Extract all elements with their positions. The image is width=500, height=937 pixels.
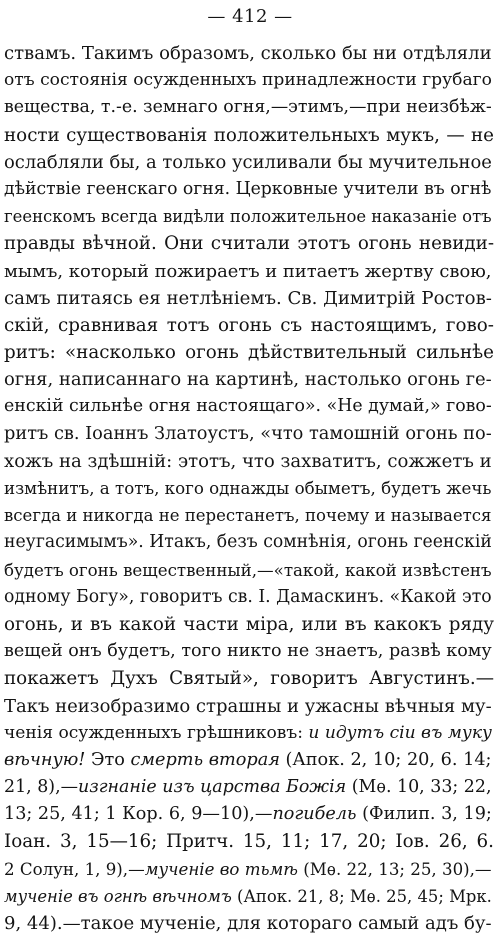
- text-segment: скій, сравнивая тотъ огонь съ настоящимъ, гово-: [4, 314, 494, 336]
- text-segment: измѣнитъ, а тотъ, кого однажды обыметъ, будетъ жечь: [4, 479, 492, 498]
- text-segment: 9, 44).—такое мученіе, для котораго самый адъ бу-: [4, 913, 492, 934]
- text-line: [4, 176, 494, 203]
- text-segment: 2 Солун, 1, 9),—: [4, 859, 145, 879]
- text-line: [4, 149, 494, 176]
- text-segment: (Мѳ. 10, 33; 22,: [346, 777, 492, 798]
- italic-text-segment: смерть вторая: [130, 749, 280, 770]
- text-line: [4, 94, 494, 121]
- text-line: [4, 910, 494, 937]
- text-line: [4, 665, 494, 692]
- body-text: [4, 40, 494, 937]
- text-line: [4, 366, 494, 393]
- text-segment: хожъ на здѣшній: этотъ, что захватитъ, сожжетъ и: [4, 450, 492, 472]
- text-line: [4, 475, 494, 502]
- page-number: — 412 —: [207, 6, 293, 27]
- text-line: [4, 693, 494, 720]
- text-segment: 21, 8),—: [4, 777, 79, 798]
- text-line: [4, 774, 494, 801]
- text-segment: одному Богу», говоритъ св. І. Дамаскинъ. «Какой это: [4, 586, 492, 607]
- italic-text-segment: вѣчную!: [4, 749, 86, 770]
- text-line: [4, 393, 494, 420]
- text-line: [4, 747, 494, 774]
- text-line: [4, 529, 494, 556]
- text-segment: ритъ св. Іоаннъ Златоустъ, «что тамошній огонь по-: [4, 423, 492, 444]
- text-line: [4, 258, 494, 285]
- text-line: [4, 203, 494, 230]
- text-segment: (Апок. 21, 8; Мѳ. 25, 45; Мрк.: [231, 886, 492, 906]
- italic-text-segment: и идутъ сіи въ муку: [308, 722, 492, 743]
- text-segment: Такъ неизобразимо страшны и ужасны вѣчныя му-: [4, 695, 492, 717]
- text-segment: огня, написаннаго на картинѣ, настолько огонь ге-: [4, 369, 492, 391]
- text-segment: ности существованія положительныхъ мукъ, — не: [4, 124, 494, 146]
- text-segment: ослабляли бы, а только усиливали бы мучительное: [4, 151, 492, 173]
- text-line: [4, 638, 494, 665]
- text-segment: ченія осужденныхъ грѣшниковъ:: [4, 722, 309, 743]
- text-segment: ритъ: «насколько огонь дѣйствительный сильнѣе: [4, 342, 494, 364]
- text-line: [4, 557, 494, 584]
- text-segment: 13; 25, 41; 1 Кор. 6, 9—10),—: [4, 804, 273, 825]
- italic-text-segment: изгнаніе изъ царства Божія: [78, 777, 347, 798]
- text-line: [4, 584, 494, 611]
- text-segment: покажетъ Духъ Святый», говоритъ Августинъ.—: [4, 668, 494, 690]
- text-line: [4, 339, 494, 366]
- text-line: [4, 421, 494, 448]
- text-segment: всегда и никогда не перестанетъ, почему и называется: [4, 506, 492, 526]
- text-segment: будетъ огонь вещественный,—«такой, какой извѣстенъ: [4, 560, 492, 580]
- text-line: [4, 801, 494, 828]
- text-segment: отъ состоянія осужденныхъ принадлежности грубаго: [4, 70, 492, 91]
- text-segment: (Мѳ. 22, 13; 25, 30),—: [297, 859, 492, 879]
- text-line: [4, 40, 494, 67]
- text-segment: Это: [85, 749, 131, 770]
- text-line: [4, 883, 494, 910]
- text-segment: огонь, и въ какой части міра, или въ какокъ ряду: [4, 613, 494, 635]
- text-segment: енскій сильнѣе огня настоящаго». «Не думай,» гово-: [4, 396, 492, 417]
- text-line: [4, 448, 494, 475]
- text-line: [4, 720, 494, 747]
- italic-text-segment: мученіе въ огнѣ вѣчномъ: [4, 886, 232, 906]
- text-line: [4, 828, 494, 855]
- text-line: [4, 502, 494, 529]
- text-segment: геенскомъ всегда видѣли положительное наказаніе отъ: [4, 207, 492, 227]
- text-line: [4, 611, 494, 638]
- text-line: [4, 285, 494, 312]
- text-segment: мымъ, который пожираетъ и питаетъ жертву свою,: [4, 260, 492, 282]
- text-segment: самъ питаясь ея нетлѣніемъ. Св. Димитрій Ростов-: [4, 287, 492, 309]
- text-segment: (Апок. 2, 10; 20, 6. 14;: [279, 749, 492, 770]
- italic-text-segment: погибель: [272, 804, 357, 825]
- text-segment: правды вѣчной. Они считали этотъ огонь невиди-: [4, 233, 494, 255]
- text-line: [4, 312, 494, 339]
- text-segment: дѣйствіе геенскаго огня. Церковные учители въ огнѣ: [4, 178, 492, 199]
- italic-text-segment: мученіе во тьмѣ: [144, 859, 298, 879]
- text-segment: неугасимымъ». Итакъ, безъ сомнѣнія, огонь геенскій: [4, 532, 492, 553]
- text-segment: ствамъ. Такимъ образомъ, сколько бы ни отдѣляли: [4, 43, 492, 64]
- text-line: [4, 230, 494, 257]
- text-line: [4, 122, 494, 149]
- text-segment: вещества, т.-е. земнаго огня,—этимъ,—при неизбѣж-: [4, 97, 492, 118]
- text-segment: (Филип. 3, 19;: [356, 804, 492, 825]
- text-segment: вещей онъ будетъ, того никто не знаетъ, развѣ кому: [4, 641, 492, 662]
- text-line: [4, 67, 494, 94]
- text-line: [4, 856, 494, 883]
- text-segment: Іоан. 3, 15—16; Притч. 15, 11; 17, 20; Іов. 26, 6.: [4, 831, 494, 853]
